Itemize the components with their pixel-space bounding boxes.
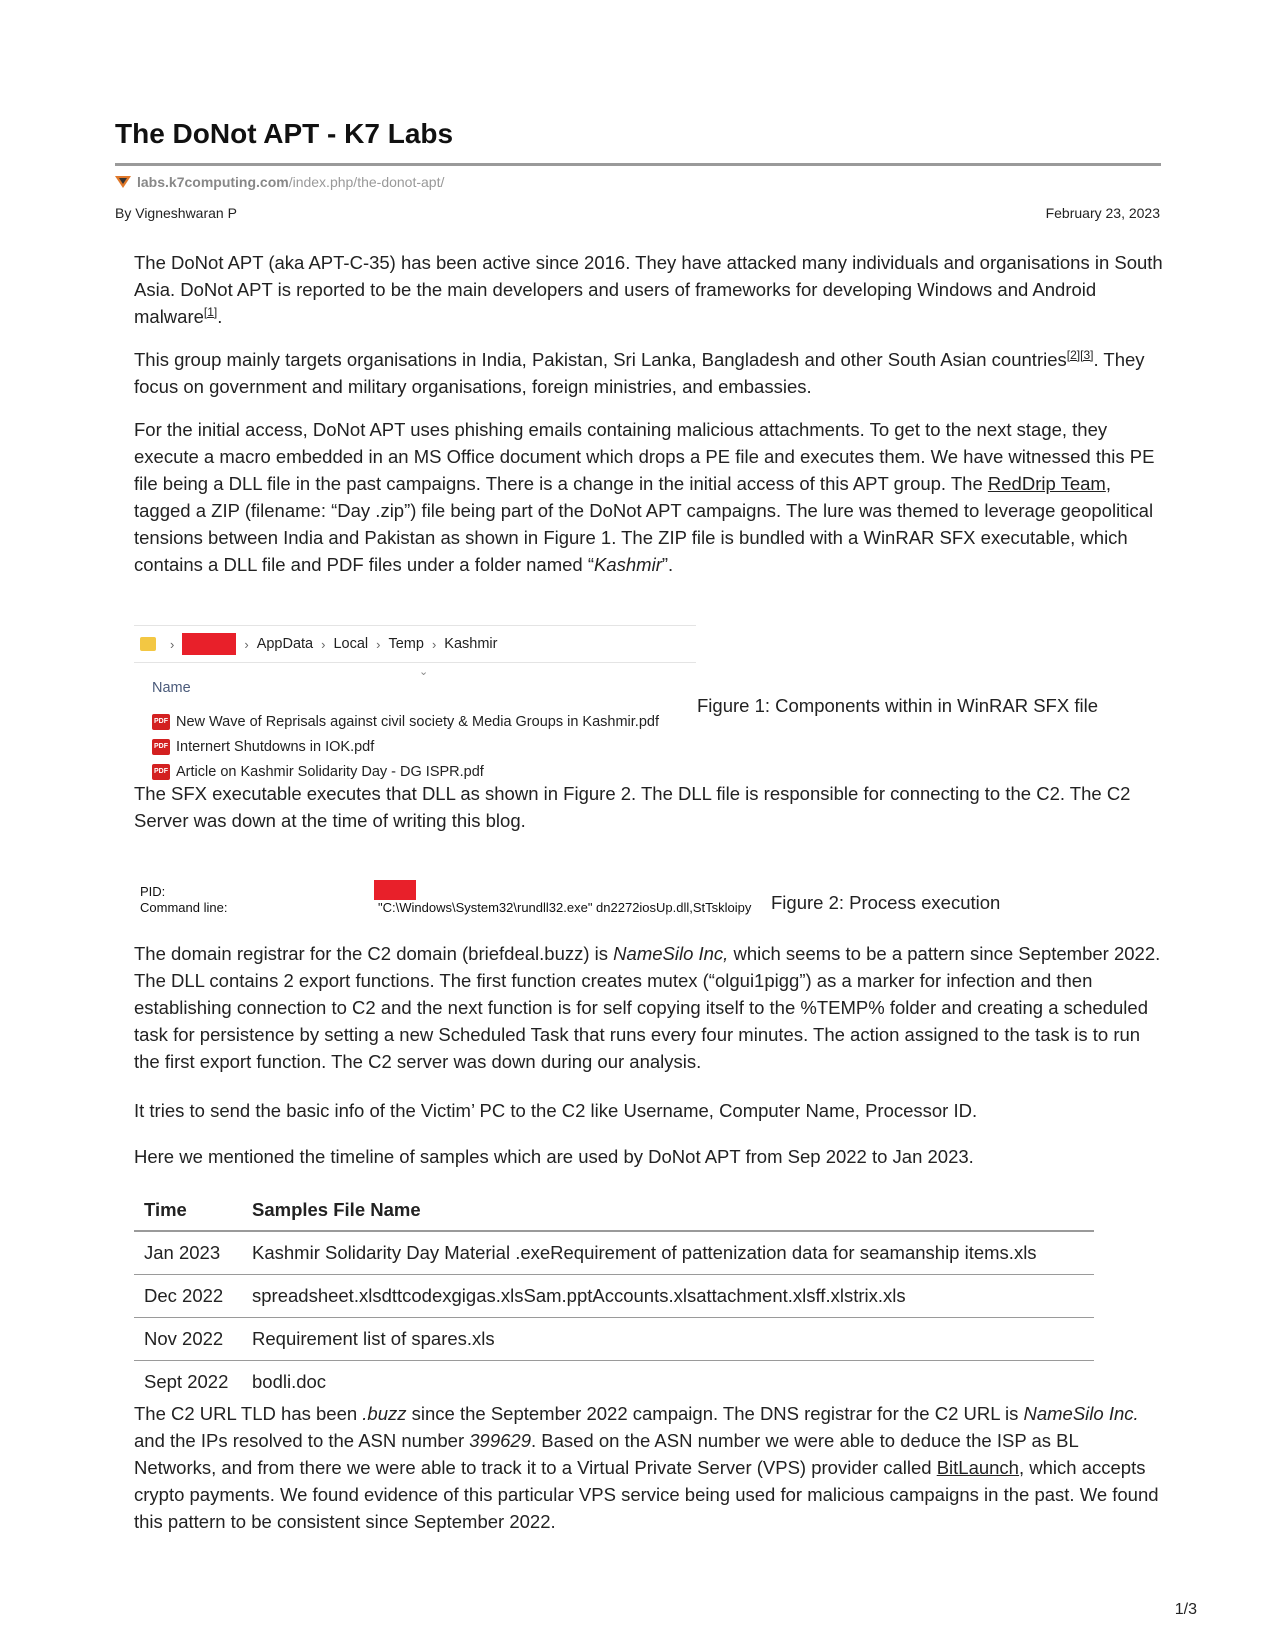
reference-link-1[interactable]: [1] <box>203 304 218 319</box>
table-row <box>134 1231 1094 1275</box>
chevron-right-icon: › <box>376 636 381 652</box>
file-item: PDF Article on Kashmir Solidarity Day - DG ISPR.pdf <box>154 763 484 780</box>
source-domain[interactable]: labs.k7computing.com <box>137 174 289 190</box>
command-line-label: Command line: <box>140 900 228 915</box>
file-item: PDF Internert Shutdowns in IOK.pdf <box>154 738 375 755</box>
breadcrumb-item: Local <box>333 636 369 652</box>
source-path[interactable]: /index.php/the-donot-apt/ <box>288 174 445 190</box>
breadcrumb-item: Temp <box>388 636 424 652</box>
paragraph-registrar: The domain registrar for the C2 domain (briefdeal.buzz) is NameSilo Inc, which seems to be a pattern since September 2022. The DLL contains 2 export functions. The first function creates mutex (“olgui1pigg”) as a marker for infection and then establishing connection to C2 and the next function is for self copying itself to the %TEMP% folder and creating a scheduled task for persistence by setting a new Scheduled Task that runs every four minutes. The action assigned to the task is to run the first export function. The C2 server was down during our analysis. <box>134 943 1161 1072</box>
author-byline: By Vigneshwaran P <box>115 205 237 221</box>
redacted-username <box>182 633 236 655</box>
pdf-icon: PDF <box>152 739 170 755</box>
command-line-value: "C:\Windows\System32\rundll32.exe" dn2272iosUp.dll,StTskloipy <box>378 900 752 915</box>
chevron-right-icon: › <box>321 636 326 652</box>
sort-chevron-icon: ⌄ <box>419 666 429 678</box>
chevron-right-icon: › <box>170 636 175 652</box>
samples-timeline-table <box>134 1190 1094 1403</box>
title-divider <box>115 163 1161 166</box>
figure-1-caption: Figure 1: Components within in WinRAR SFX file <box>697 695 1098 716</box>
reference-link-2-3[interactable]: [2][3] <box>1066 347 1094 362</box>
figure-2-caption: Figure 2: Process execution <box>771 892 1001 913</box>
explorer-breadcrumb <box>134 625 696 663</box>
paragraph-sfx: The SFX executable executes that DLL as shown in Figure 2. The DLL file is responsible for connecting to the C2. The C2 Server was down at the time of writing this blog. <box>134 783 1131 831</box>
folder-icon <box>140 637 156 651</box>
pdf-icon: PDF <box>152 714 170 730</box>
cell-time: Dec 2022 <box>134 1275 242 1318</box>
page-number: 1/3 <box>1174 1601 1197 1618</box>
paragraph-timeline-intro: Here we mentioned the timeline of samples which are used by DoNot APT from Sep 2022 to Jan 2023. <box>134 1146 974 1167</box>
breadcrumb-item: AppData <box>256 636 314 652</box>
pid-label: PID: <box>140 884 166 899</box>
cell-samples: Kashmir Solidarity Day Material .exeRequirement of pattenization data for seamanship items.xls <box>242 1231 1094 1275</box>
source-line <box>115 174 444 190</box>
figure-2-process-screenshot <box>134 880 764 916</box>
table-header-row <box>134 1190 1094 1231</box>
pdf-icon: PDF <box>152 764 170 780</box>
publish-date: February 23, 2023 <box>1045 205 1160 221</box>
table-row <box>134 1275 1094 1318</box>
paragraph-c2-infrastructure: The C2 URL TLD has been .buzz since the September 2022 campaign. The DNS registrar for the C2 URL is NameSilo Inc. and the IPs resolved to the ASN number 399629. Based on the ASN number we were able to deduce the ISP as BL Networks, and from there we were able to track it to a Virtual Private Server (VPS) provider called BitLaunch, which accepts crypto payments. We found evidence of this particular VPS service being used for malicious campaigns in the past. We found this pattern to be consistent since September 2022. <box>134 1403 1159 1532</box>
k7-logo-icon <box>115 176 131 188</box>
chevron-right-icon: › <box>244 636 249 652</box>
figure-1-explorer-screenshot <box>134 625 698 785</box>
bitlaunch-link[interactable]: BitLaunch <box>936 1457 1019 1478</box>
file-list <box>152 709 659 784</box>
redacted-pid <box>374 880 416 900</box>
table-row <box>134 1318 1094 1361</box>
column-header-time: Time <box>134 1190 242 1231</box>
paragraph-intro: The DoNot APT (aka APT-C-35) has been active since 2016. They have attacked many individuals and organisations in South Asia. DoNot APT is reported to be the main developers and users of frameworks for developing Windows and Android malware[1]. <box>134 252 1163 327</box>
paragraph-initial-access: For the initial access, DoNot APT uses phishing emails containing malicious attachments. To get to the next stage, they execute a macro embedded in an MS Office document which drops a PE file and executes them. We have witnessed this PE file being a DLL file in the past campaigns. There is a change in the initial access of this APT group. The RedDrip Team, tagged a ZIP (filename: “Day .zip”) file being part of the DoNot APT campaigns. The lure was themed to leverage geopolitical tensions between India and Pakistan as shown in Figure 1. The ZIP file is bundled with a WinRAR SFX executable, which contains a DLL file and PDF files under a folder named “Kashmir”. <box>134 419 1155 575</box>
paragraph-victim-info: It tries to send the basic info of the Victim’ PC to the C2 like Username, Computer Name, Processor ID. <box>134 1100 978 1121</box>
chevron-right-icon: › <box>431 636 437 652</box>
breadcrumb-item: Kashmir <box>444 636 498 652</box>
cell-time: Nov 2022 <box>134 1318 242 1361</box>
cell-samples: spreadsheet.xlsdttcodexgigas.xlsSam.pptAccounts.xlsattachment.xlsff.xlstrix.xls <box>242 1275 1094 1318</box>
reddrip-team-link[interactable]: RedDrip Team <box>987 473 1106 494</box>
name-column-header: Name <box>152 680 191 696</box>
file-item: PDF New Wave of Reprisals against civil society & Media Groups in Kashmir.pdf <box>154 713 659 730</box>
table-row <box>134 1361 1094 1404</box>
paragraph-targets: This group mainly targets organisations in India, Pakistan, Sri Lanka, Bangladesh and other South Asian countries[2][3]. They focus on government and military organisations, foreign ministries, and embassies. <box>134 347 1145 397</box>
cell-samples: Requirement list of spares.xls <box>242 1318 1094 1361</box>
cell-time: Jan 2023 <box>134 1231 242 1275</box>
cell-samples: bodli.doc <box>242 1361 1094 1404</box>
column-header-samples: Samples File Name <box>242 1190 1094 1231</box>
cell-time: Sept 2022 <box>134 1361 242 1404</box>
page-title: The DoNot APT - K7 Labs <box>115 118 454 149</box>
